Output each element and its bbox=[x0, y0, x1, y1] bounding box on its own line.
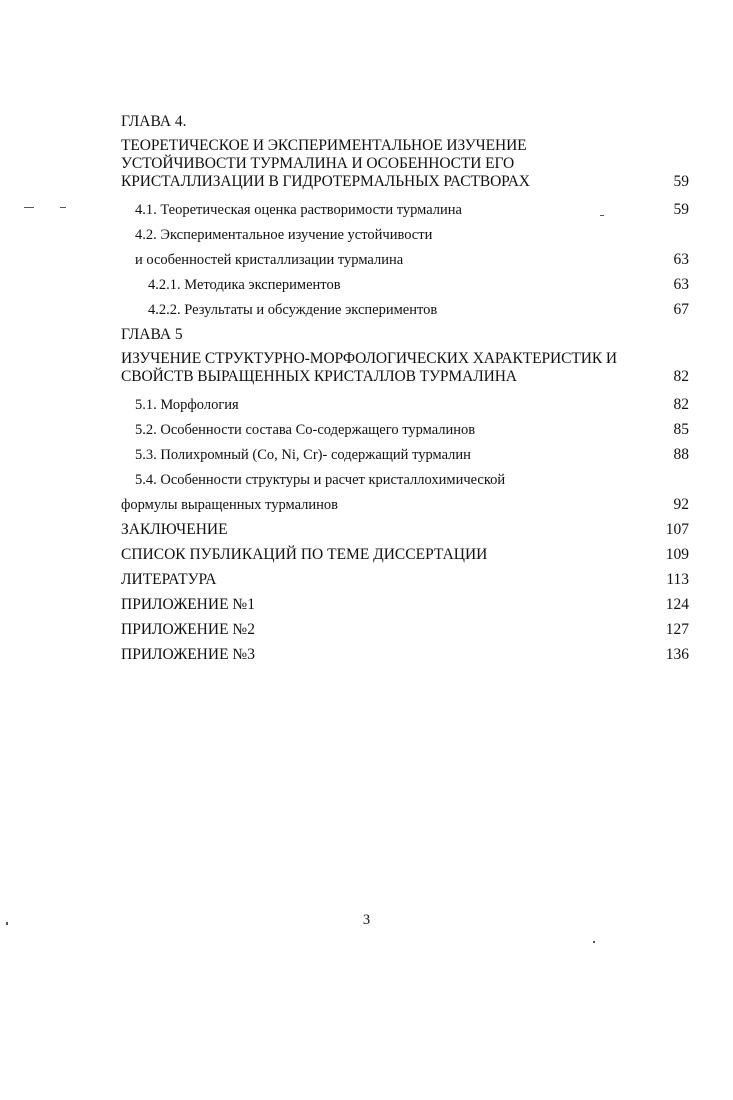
toc-entry-text: 5.3. Полихромный (Co, Ni, Cr)- содержащий турмалин bbox=[135, 447, 471, 463]
toc-entry-5-2 bbox=[121, 421, 689, 439]
toc-entry-text: ПРИЛОЖЕНИЕ №3 bbox=[121, 646, 255, 663]
scan-speck bbox=[60, 207, 66, 208]
toc-entry-page: 82 bbox=[673, 396, 689, 413]
toc-entry-appendix-3 bbox=[121, 646, 689, 664]
toc-entry-text: ЛИТЕРАТУРА bbox=[121, 571, 217, 588]
toc-entry-appendix-1 bbox=[121, 596, 689, 614]
chapter-4-title-entry bbox=[121, 137, 689, 191]
toc-entry-page: 67 bbox=[673, 301, 689, 318]
chapter-4-title bbox=[121, 137, 651, 191]
scan-speck bbox=[24, 207, 34, 208]
chapter-5-title-line: СВОЙСТВ ВЫРАЩЕННЫХ КРИСТАЛЛОВ ТУРМАЛИНА bbox=[121, 368, 517, 385]
toc-entry-page: 85 bbox=[673, 421, 689, 438]
toc-entry-text: ПРИЛОЖЕНИЕ №2 bbox=[121, 621, 255, 638]
scan-speck bbox=[593, 941, 595, 943]
toc-entry-page: 124 bbox=[665, 596, 689, 613]
toc-entry-page: 63 bbox=[673, 276, 689, 293]
chapter-5-label: ГЛАВА 5 bbox=[121, 326, 183, 343]
toc-entry-text: формулы выращенных турмалинов bbox=[121, 497, 338, 513]
toc-entry-text: ЗАКЛЮЧЕНИЕ bbox=[121, 521, 228, 538]
table-of-contents bbox=[121, 111, 689, 664]
toc-entry-literature bbox=[121, 571, 689, 589]
toc-entry-5-1 bbox=[121, 396, 689, 414]
toc-entry-text: ПРИЛОЖЕНИЕ №1 bbox=[121, 596, 255, 613]
toc-entry-4-2-line2 bbox=[121, 251, 689, 269]
toc-entry-text: 5.4. Особенности структуры и расчет кристаллохимической bbox=[135, 472, 506, 488]
page-number: 3 bbox=[362, 912, 371, 928]
toc-entry-4-1 bbox=[121, 201, 689, 219]
toc-entry-text: 4.2.1. Методика экспериментов bbox=[148, 277, 341, 293]
toc-entry-page: 59 bbox=[673, 201, 689, 218]
toc-entry-page: 92 bbox=[673, 496, 689, 513]
toc-entry-4-2-1 bbox=[121, 276, 689, 294]
scan-speck bbox=[6, 922, 8, 925]
chapter-5-title-entry bbox=[121, 350, 689, 386]
toc-entry-page: 109 bbox=[665, 546, 689, 563]
toc-entry-page: 136 bbox=[665, 646, 689, 663]
toc-entry-page: 127 bbox=[665, 621, 689, 638]
toc-entry-conclusion bbox=[121, 521, 689, 539]
chapter-4-title-line: УСТОЙЧИВОСТИ ТУРМАЛИНА И ОСОБЕННОСТИ ЕГО bbox=[121, 155, 515, 172]
toc-entry-text: 5.2. Особенности состава Со-содержащего турмалинов bbox=[135, 422, 476, 438]
chapter-5-title bbox=[121, 350, 651, 386]
chapter-4-page: 59 bbox=[673, 173, 689, 190]
toc-entry-4-2-line1 bbox=[121, 226, 689, 244]
toc-entry-text: и особенностей кристаллизации турмалина bbox=[135, 252, 404, 268]
toc-entry-page: 63 bbox=[673, 251, 689, 268]
toc-entry-appendix-2 bbox=[121, 621, 689, 639]
chapter-5-page: 82 bbox=[673, 368, 689, 385]
chapter-4-title-line: ТЕОРЕТИЧЕСКОЕ И ЭКСПЕРИМЕНТАЛЬНОЕ ИЗУЧЕНИЕ bbox=[121, 137, 527, 154]
chapter-4-label: ГЛАВА 4. bbox=[121, 113, 187, 130]
chapter-5-title-line: ИЗУЧЕНИЕ СТРУКТУРНО-МОРФОЛОГИЧЕСКИХ ХАРАКТЕРИСТИК И bbox=[121, 350, 617, 367]
toc-entry-publications bbox=[121, 546, 689, 564]
toc-entry-text: 4.1. Теоретическая оценка растворимости турмалина bbox=[135, 202, 462, 218]
toc-entry-5-4-line1 bbox=[121, 471, 689, 489]
toc-entry-page: 113 bbox=[666, 571, 689, 588]
toc-entry-5-4-line2 bbox=[121, 496, 689, 514]
toc-entry-page: 88 bbox=[673, 446, 689, 463]
toc-entry-text: 4.2.2. Результаты и обсуждение экспериментов bbox=[148, 302, 438, 318]
toc-entry-text: 5.1. Морфология bbox=[135, 397, 239, 413]
chapter-4-title-line: КРИСТАЛЛИЗАЦИИ В ГИДРОТЕРМАЛЬНЫХ РАСТВОРАХ bbox=[121, 173, 530, 190]
toc-entry-5-3 bbox=[121, 446, 689, 464]
toc-entry-text: 4.2. Экспериментальное изучение устойчивости bbox=[135, 227, 433, 243]
toc-entry-text: СПИСОК ПУБЛИКАЦИЙ ПО ТЕМЕ ДИССЕРТАЦИИ bbox=[121, 546, 488, 563]
toc-entry-4-2-2 bbox=[121, 301, 689, 319]
scan-speck bbox=[600, 215, 604, 216]
toc-entry-page: 107 bbox=[665, 521, 689, 538]
